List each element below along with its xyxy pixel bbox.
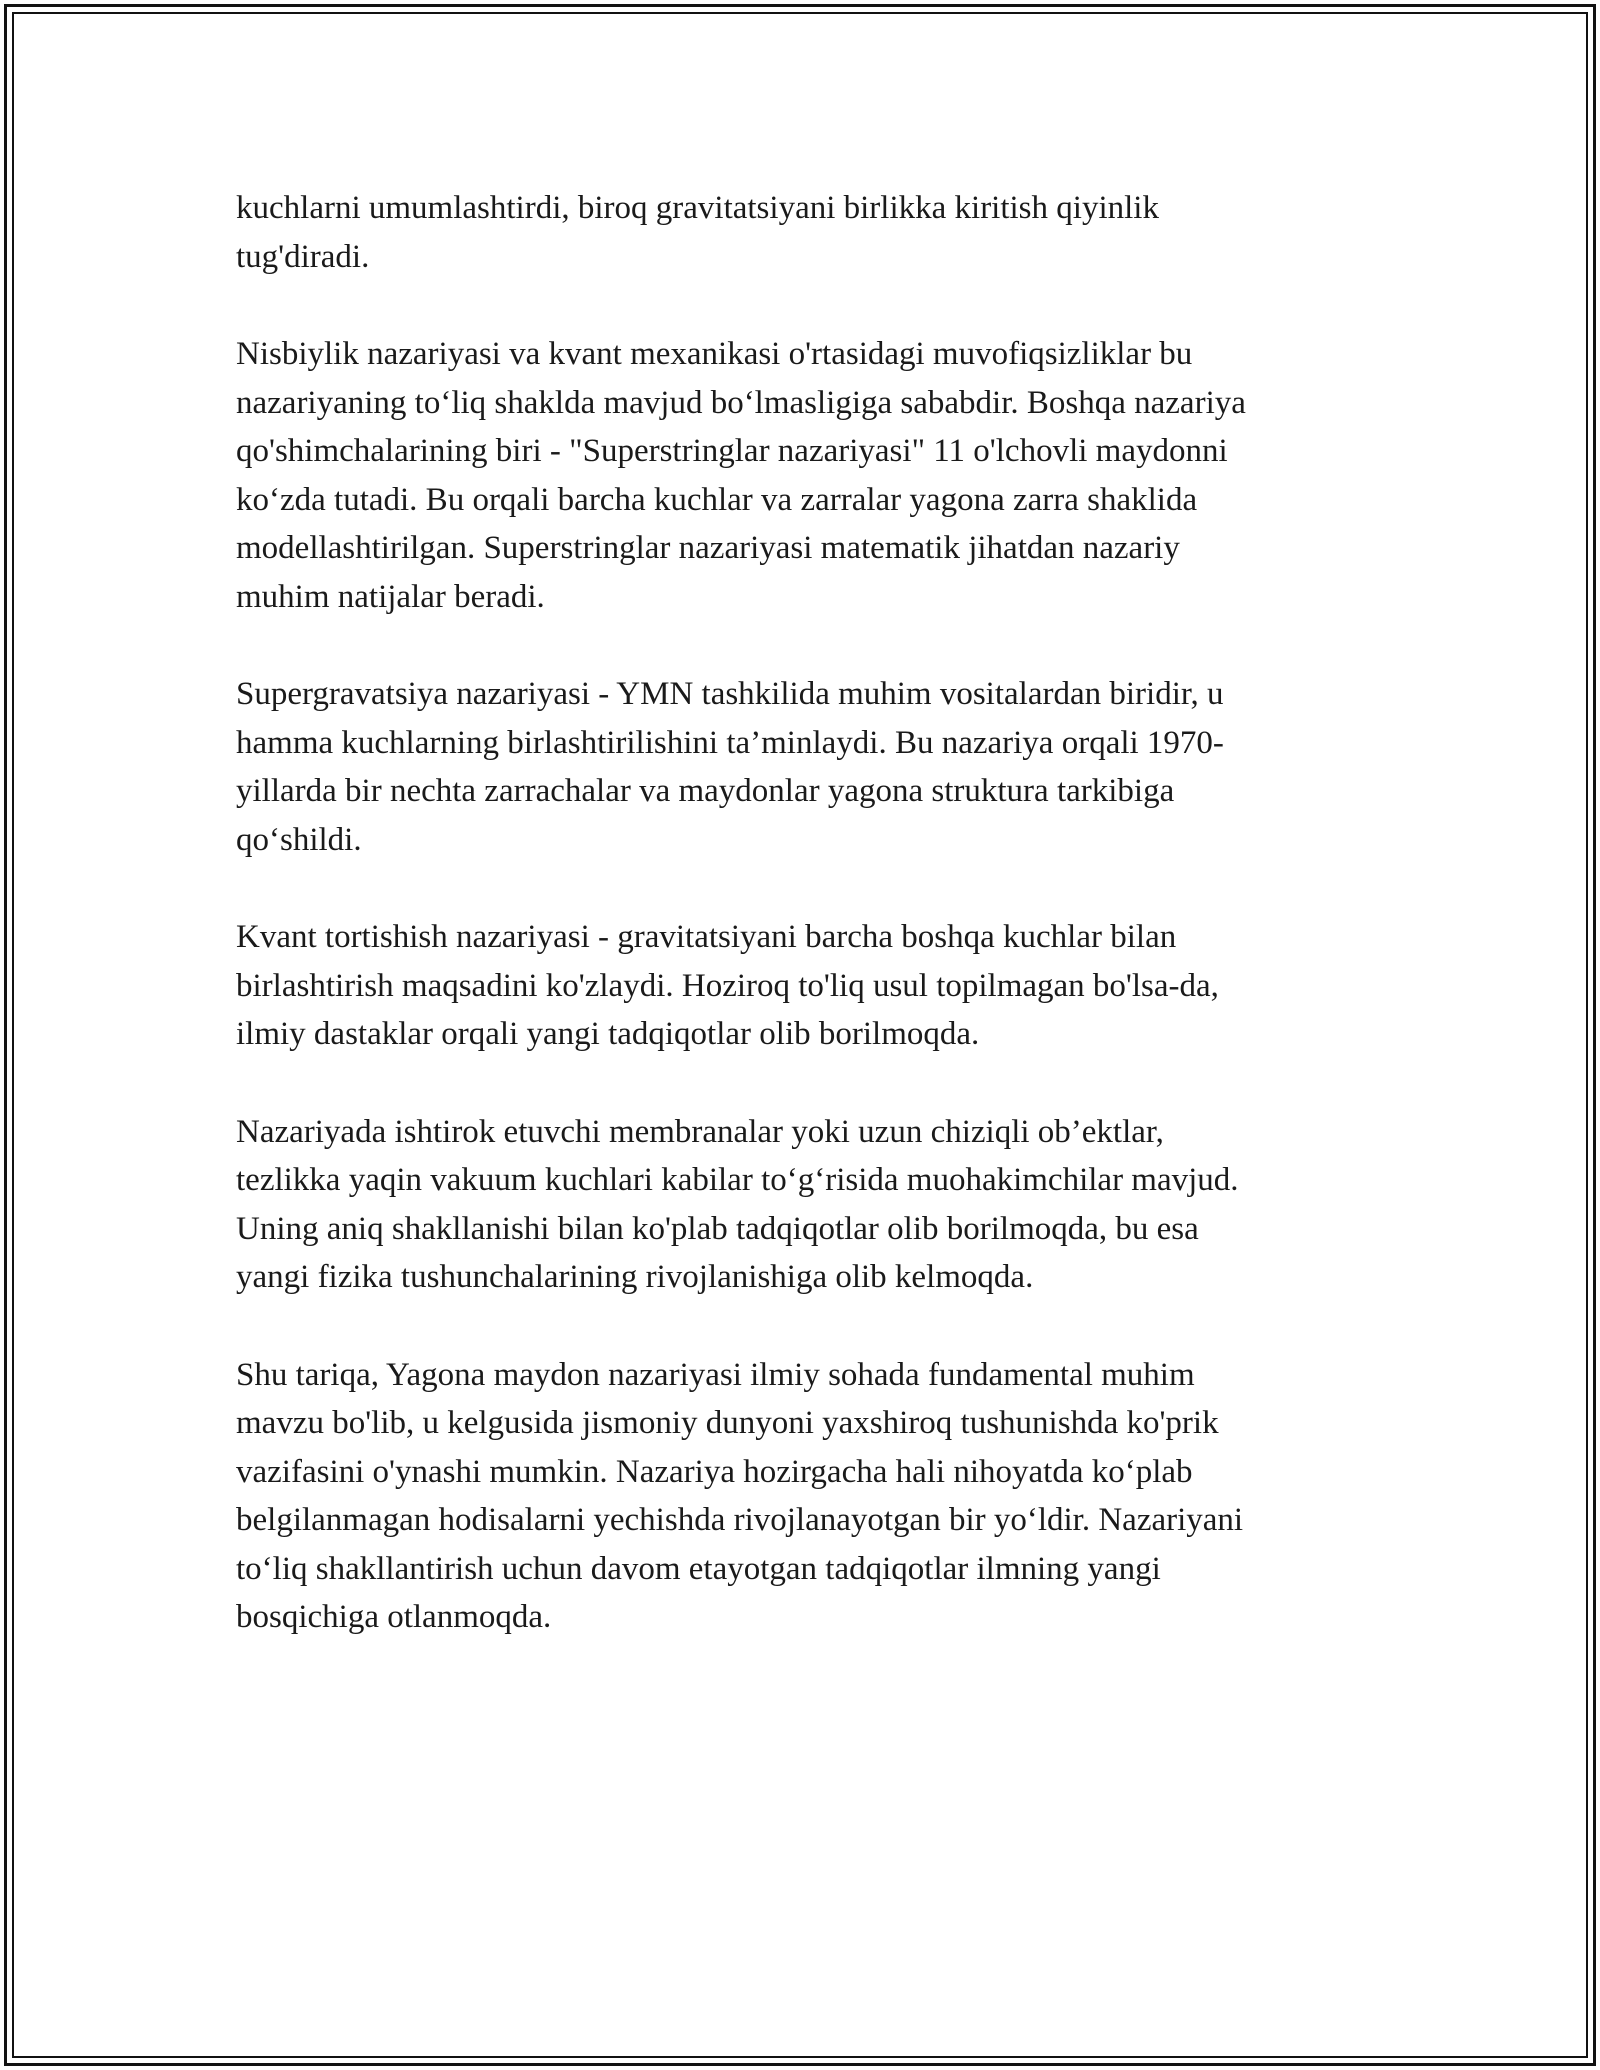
text-line: Supergravatsiya nazariyasi - YMN tashkilida muhim vositalardan biridir, u bbox=[236, 676, 1224, 712]
text-line: kuchlarni umumlashtirdi, biroq gravitatsiyani birlikka kiritish qiyinlik bbox=[236, 190, 1159, 226]
text-line: qo‘shildi. bbox=[236, 821, 362, 858]
text-line: yillarda bir nechta zarrachalar va maydonlar yagona struktura tarkibiga bbox=[236, 773, 1175, 809]
paragraph bbox=[236, 670, 1376, 864]
paragraph bbox=[236, 184, 1376, 281]
text-line: Nazariyada ishtirok etuvchi membranalar yoki uzun chiziqli ob’ektlar, bbox=[236, 1113, 1164, 1150]
text-line: bosqichiga otlanmoqda. bbox=[236, 1599, 552, 1635]
text-line: Nisbiylik nazariyasi va kvant mexanikasi o'rtasidagi muvofiqsizliklar bu bbox=[236, 336, 1193, 372]
text-line: Uning aniq shakllanishi bilan ko'plab tadqiqotlar olib borilmoqda, bu esa bbox=[236, 1210, 1199, 1247]
text-line: Kvant tortishish nazariyasi - gravitatsiyani barcha boshqa kuchlar bilan bbox=[236, 919, 1177, 955]
paragraph bbox=[236, 1108, 1376, 1302]
paragraph bbox=[236, 913, 1376, 1059]
text-line: nazariyaning to‘liq shaklda mavjud bo‘lmasligiga sababdir. Boshqa nazariya bbox=[236, 384, 1246, 421]
text-line: qo'shimchalarining biri - "Superstringlar nazariyasi" 11 o'lchovli maydonni bbox=[236, 433, 1228, 469]
text-line: hamma kuchlarning birlashtirilishini ta’minlaydi. Bu nazariya orqali 1970- bbox=[236, 724, 1224, 761]
text-line: to‘liq shakllantirish uchun davom etayotgan tadqiqotlar ilmning yangi bbox=[236, 1550, 1161, 1587]
text-line: tug'diradi. bbox=[236, 238, 370, 275]
text-line: muhim natijalar beradi. bbox=[236, 578, 545, 615]
text-line: tezlikka yaqin vakuum kuchlari kabilar to‘g‘risida muohakimchilar mavjud. bbox=[236, 1162, 1239, 1198]
paragraph bbox=[236, 1351, 1376, 1642]
text-line: birlashtirish maqsadini ko'zlaydi. Hoziroq to'liq usul topilmagan bo'lsa-da, bbox=[236, 967, 1219, 1004]
paragraph bbox=[236, 330, 1376, 621]
text-line: yangi fizika tushunchalarining rivojlanishiga olib kelmoqda. bbox=[236, 1259, 1034, 1295]
text-line: mavzu bo'lib, u kelgusida jismoniy dunyoni yaxshiroq tushunishda ko'prik bbox=[236, 1405, 1219, 1441]
text-line: Shu tariqa, Yagona maydon nazariyasi ilmiy sohada fundamental muhim bbox=[236, 1356, 1195, 1393]
text-line: vazifasini o'ynashi mumkin. Nazariya hozirgacha hali nihoyatda ko‘plab bbox=[236, 1453, 1193, 1490]
text-line: ko‘zda tutadi. Bu orqali barcha kuchlar va zarralar yagona zarra shaklida bbox=[236, 481, 1198, 518]
text-line: belgilanmagan hodisalarni yechishda rivojlanayotgan bir yo‘ldir. Nazariyani bbox=[236, 1502, 1244, 1538]
text-line: ilmiy dastaklar orqali yangi tadqiqotlar olib borilmoqda. bbox=[236, 1016, 980, 1052]
text-line: modellashtirilgan. Superstringlar nazariyasi matematik jihatdan nazariy bbox=[236, 530, 1180, 566]
document-body bbox=[236, 184, 1376, 1642]
